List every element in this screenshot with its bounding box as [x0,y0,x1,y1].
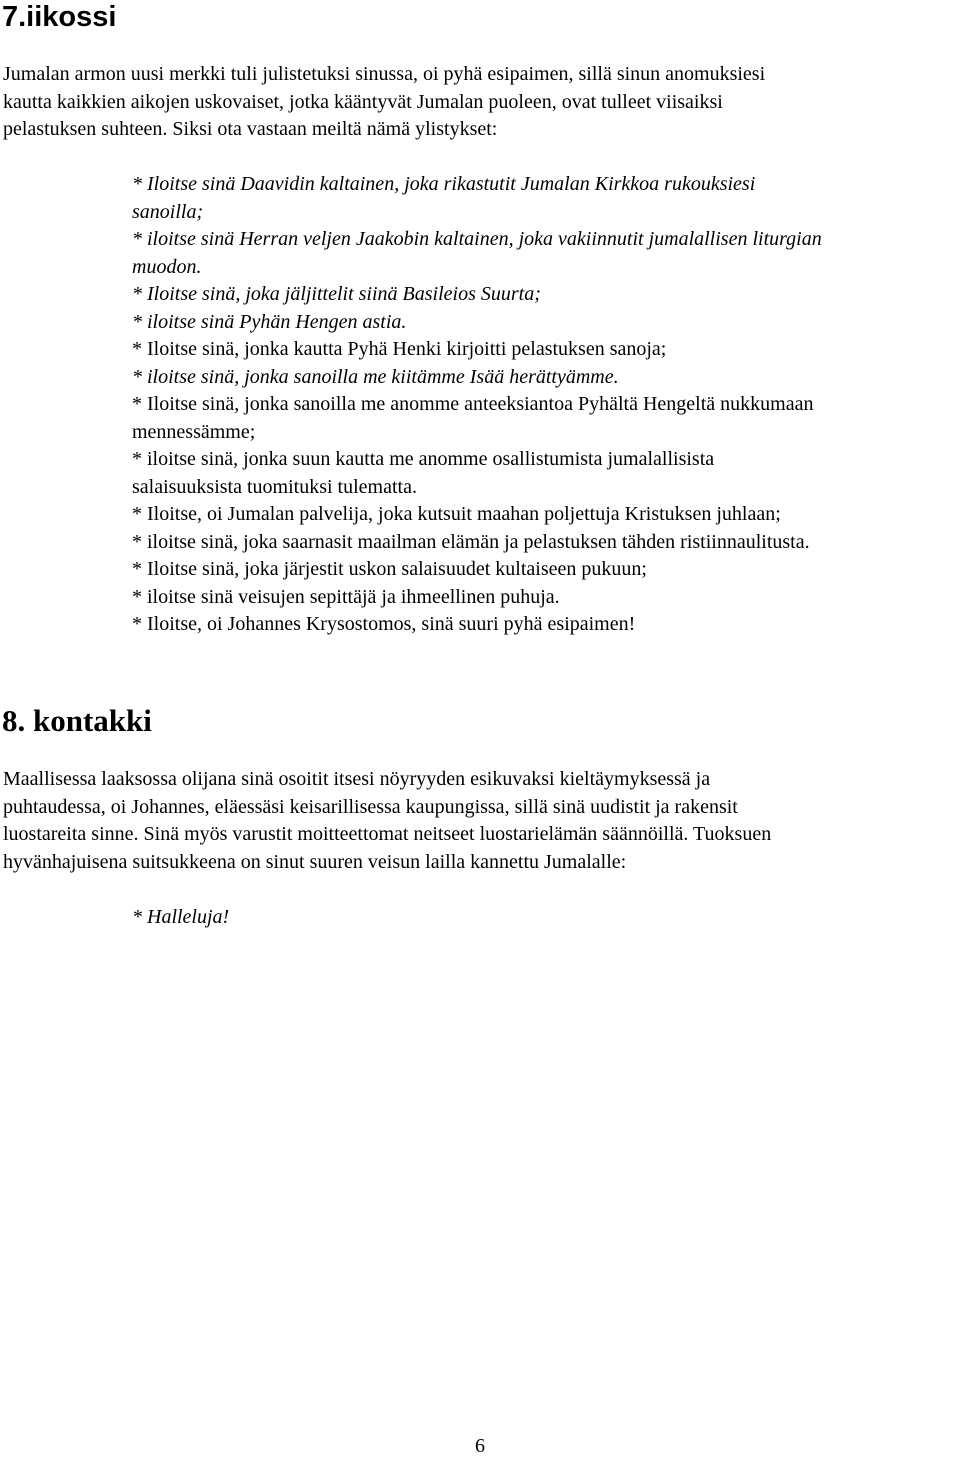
kontakki-line: hyvänhajuisena suitsukkeena on sinut suuren veisun lailla kannettu Jumalalle: [3,850,627,873]
kontakki-text [3,766,959,876]
verse-line: * Iloitse sinä, jonka sanoilla me anomme anteeksiantoa Pyhältä Hengeltä nukkumaan [132,393,814,415]
kontakki-line: puhtaudessa, oi Johannes, eläessäsi keisarillisessa kaupungissa, sillä sinä uudistit ja rakensit [3,795,738,818]
ikossi-intro [3,61,959,144]
verse-line: * Iloitse, oi Johannes Krysostomos, sinä suuri pyhä esipaimen! [132,613,636,635]
halleluja-refrain: * Halleluja! [132,906,230,928]
verse-line: mennessämme; [132,420,256,443]
verse-line: * iloitse sinä veisujen sepittäjä ja ihmeellinen puhuja. [132,585,560,608]
verse-line: * Iloitse sinä, joka järjestit uskon salaisuudet kultaiseen pukuun; [132,558,647,580]
page-number: 6 [475,1435,485,1457]
verse-line: * Iloitse sinä Daavidin kaltainen, joka rikastutit Jumalan Kirkkoa rukouksiesi [132,173,756,195]
kontakki-line: luostareita sinne. Sinä myös varustit moitteettomat neitseet luostarielämän säännöillä. Tuoksuen [3,823,772,845]
verse-line: salaisuuksista tuomituksi tulematta. [132,475,417,498]
kontakki-heading: 8. kontakki [2,703,152,738]
verse-line: * Iloitse sinä, jonka kautta Pyhä Henki kirjoitti pelastuksen sanoja; [132,338,667,360]
verse-line: * iloitse sinä Herran veljen Jaakobin kaltainen, joka vakiinnutit jumalallisen liturgian [132,228,822,250]
verse-line: sanoilla; [132,200,204,223]
verse-line: * Iloitse sinä, joka jäljittelit siinä Basileios Suurta; [132,283,541,305]
verse-line: * iloitse sinä, jonka suun kautta me anomme osallistumista jumalallisista [132,448,715,470]
verse-line: * iloitse sinä, jonka sanoilla me kiitämme Isää herättyämme. [132,365,619,388]
ikossi-verses [132,171,958,639]
verse-line: muodon. [132,255,202,278]
verse-line: * iloitse sinä, joka saarnasit maailman elämän ja pelastuksen tähden ristiinnaulitusta. [132,530,810,553]
verse-line: * iloitse sinä Pyhän Hengen astia. [132,310,407,333]
intro-line: pelastuksen suhteen. Siksi ota vastaan meiltä nämä ylistykset: [3,118,498,140]
intro-line: Jumalan armon uusi merkki tuli julistetuksi sinussa, oi pyhä esipaimen, sillä sinun anomuksiesi [3,63,766,85]
kontakki-line: Maallisessa laaksossa olijana sinä osoitit itsesi nöyryyden esikuvaksi kieltäymyksessä ja [3,768,711,790]
verse-line: * Iloitse, oi Jumalan palvelija, joka kutsuit maahan poljettuja Kristuksen juhlaan; [132,503,781,525]
intro-line: kautta kaikkien aikojen uskovaiset, jotka kääntyvät Jumalan puoleen, ovat tulleet viisaiksi [3,90,723,113]
ikossi-heading: 7.iikossi [2,1,117,33]
